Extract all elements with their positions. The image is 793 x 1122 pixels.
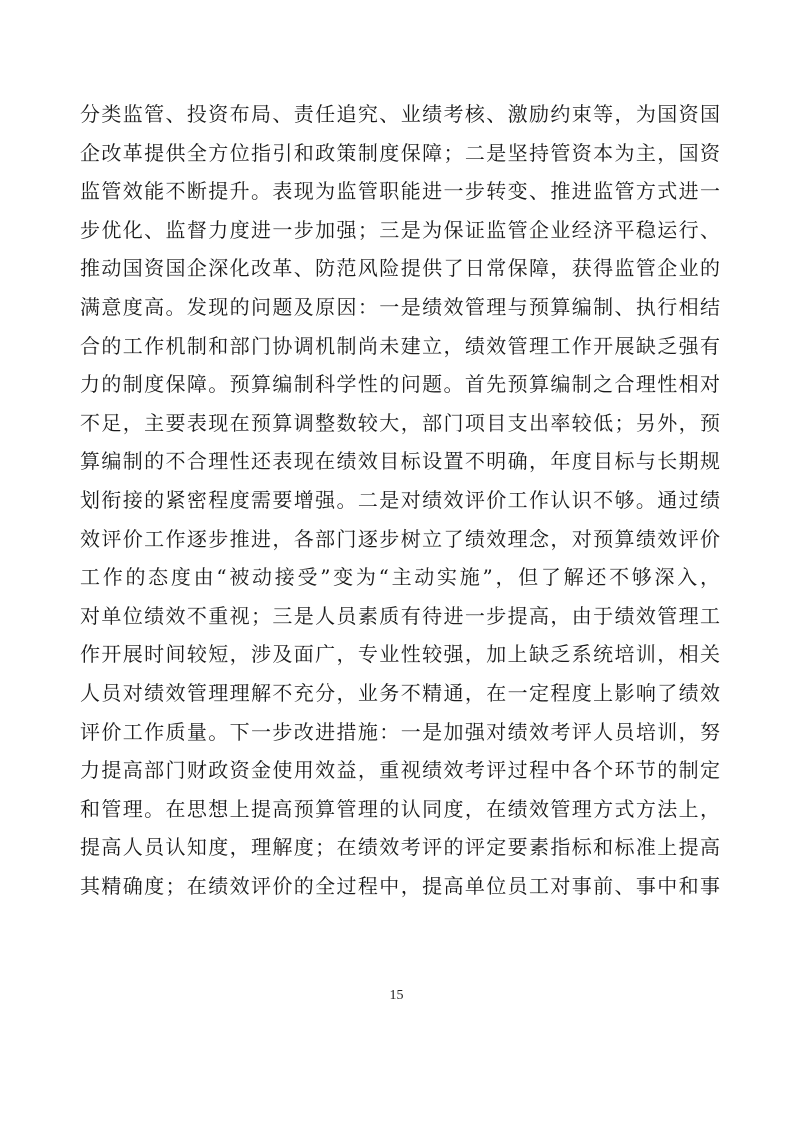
text-line: 效评价工作逐步推进，各部门逐步树立了绩效理念，对预算绩效评价 (80, 526, 720, 551)
text-line: 划衔接的紧密程度需要增强。二是对绩效评价工作认识不够。通过绩 (80, 487, 720, 512)
text-line: 其精确度；在绩效评价的全过程中，提高单位员工对事前、事中和事 (80, 873, 720, 898)
text-line: 人员对绩效管理理解不充分，业务不精通，在一定程度上影响了绩效 (80, 680, 720, 705)
text-line: 提高人员认知度，理解度；在绩效考评的评定要素指标和标准上提高 (80, 835, 720, 860)
text-line: 作开展时间较短，涉及面广，专业性较强，加上缺乏系统培训，相关 (80, 642, 720, 667)
text-line: 力提高部门财政资金使用效益，重视绩效考评过程中各个环节的制定 (80, 758, 720, 783)
text-line: 步优化、监督力度进一步加强；三是为保证监管企业经济平稳运行、 (80, 217, 720, 242)
text-line: 企改革提供全方位指引和政策制度保障；二是坚持管资本为主，国资 (80, 140, 720, 165)
text-line: 分类监管、投资布局、责任追究、业绩考核、激励约束等，为国资国 (80, 102, 720, 126)
text-line: 力的制度保障。预算编制科学性的问题。首先预算编制之合理性相对 (80, 372, 720, 397)
text-line: 工作的态度由“被动接受”变为“主动实施”，但了解还不够深入， (80, 565, 720, 590)
body-text (80, 95, 720, 905)
text-line: 评价工作质量。下一步改进措施：一是加强对绩效考评人员培训，努 (80, 719, 720, 744)
text-line: 满意度高。发现的问题及原因：一是绩效管理与预算编制、执行相结 (80, 294, 720, 319)
text-line: 对单位绩效不重视；三是人员素质有待进一步提高，由于绩效管理工 (80, 603, 720, 628)
text-line: 推动国资国企深化改革、防范风险提供了日常保障，获得监管企业的 (80, 256, 720, 281)
text-line: 合的工作机制和部门协调机制尚未建立，绩效管理工作开展缺乏强有 (80, 333, 720, 358)
text-line: 算编制的不合理性还表现在绩效目标设置不明确，年度目标与长期规 (80, 449, 720, 474)
text-line: 和管理。在思想上提高预算管理的认同度，在绩效管理方式方法上， (80, 796, 720, 821)
text-line: 不足，主要表现在预算调整数较大，部门项目支出率较低；另外，预 (80, 410, 720, 435)
page-number: 15 (389, 988, 404, 1003)
text-line: 监管效能不断提升。表现为监管职能进一步转变、推进监管方式进一 (80, 179, 720, 204)
